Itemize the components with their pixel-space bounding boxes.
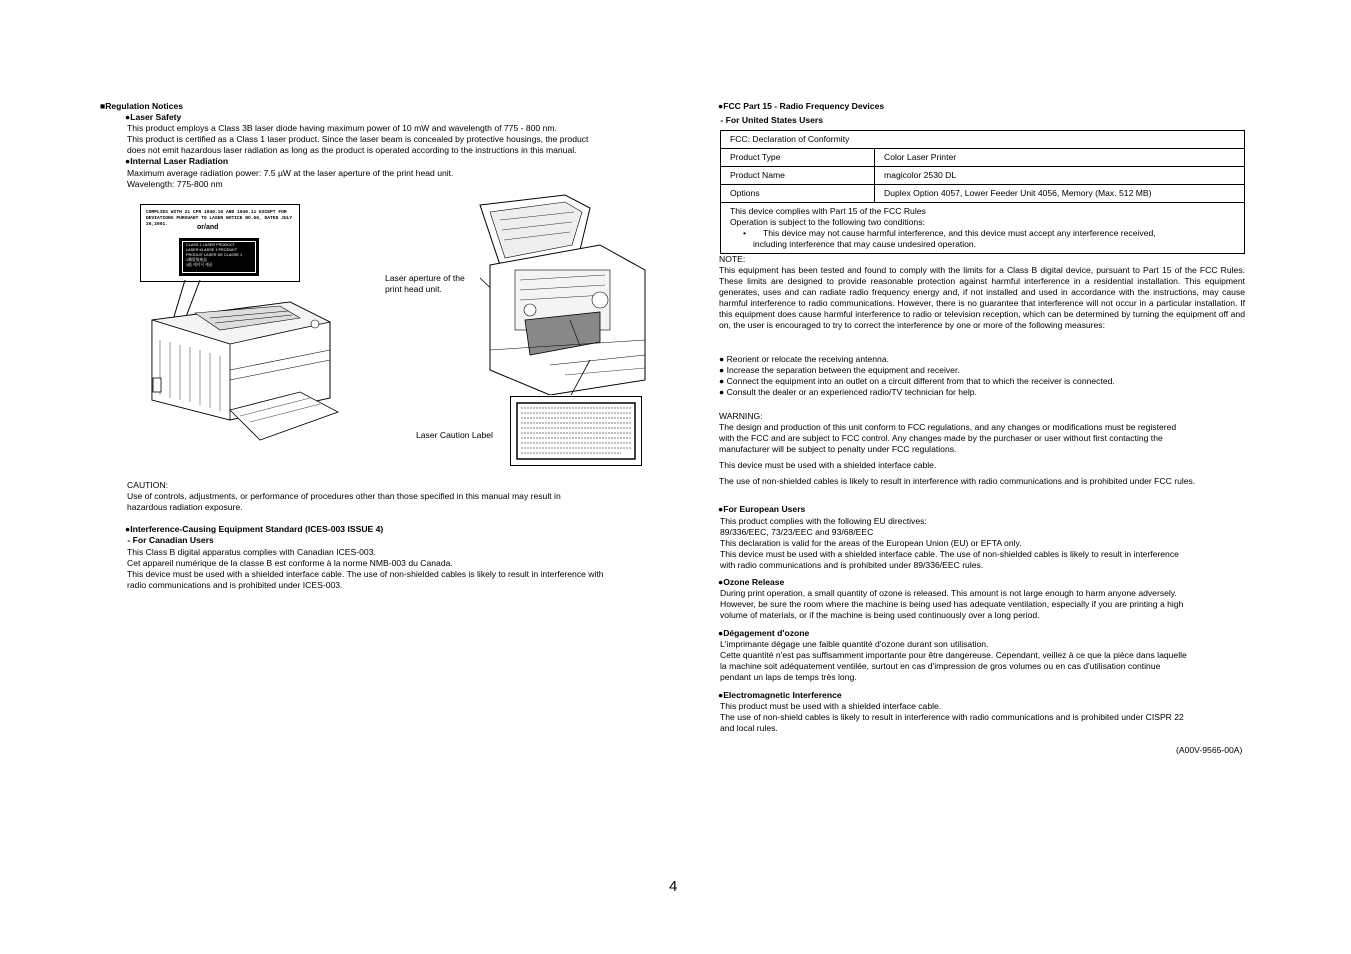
warning-block: WARNING: The design and production of this unit conform to FCC regulations, and any changes or modifications must be registered with the FCC and are subject to FCC control. Any changes made by the purchaser or user without first contacting the manufacturer will be subject to penalty under FCC regulations. [719, 411, 1245, 455]
caution-block: CAUTION: Use of controls, adjustments, or performance of procedures other than those specified in this manual may result in hazardous radiation exposure. [127, 480, 687, 513]
table-row: Options Duplex Option 4057, Lower Feeder Unit 4056, Memory (Max. 512 MB) [721, 185, 1245, 203]
us-users-heading: - For United States Users [718, 115, 824, 125]
printer-illustration-open [470, 190, 655, 395]
document-code: (A00V-9565-00A) [1176, 745, 1243, 755]
laser-safety-text: This product employs a Class 3B laser diode having maximum power of 10 mW and wavelength of 775 - 800 nm. This product is certified as a Class 1 laser product. Since the laser beam is concealed by protective housings, the product does not emit hazardous laser radiation as long as the product is operated according to the instructions in this manual. [127, 123, 589, 155]
list-item: ● Increase the separation between the equipment and receiver. [719, 365, 960, 375]
european-users-text: This product complies with the following EU directives: 89/336/EEC, 73/23/EEC and 93/68/EEC This declaration is valid for the areas of the European Union (EU) or EFTA only. This device must be used with a shielded interface cable. The use of non-shielded cables is likely to result in interference with radio communications and is prohibited under 89/336/EEC rules. [720, 516, 1179, 570]
list-item: ● Reorient or relocate the receiving antenna. [719, 354, 890, 364]
caution-label-graphic [511, 397, 641, 465]
shielded-cable-text: This device must be used with a shielded interface cable. [719, 460, 937, 470]
class1-label: CLASS 1 LASER PRODUCT LASER KLASSE 1 PRODUKT PRODUIT LASER DE CLASSE 1 1類雷射產品 1級 레이저 제품 [179, 238, 259, 276]
laser-caution-label-callout [510, 396, 642, 466]
canadian-users-heading: - For Canadian Users [125, 535, 214, 545]
regulation-notices-heading: ■Regulation Notices [100, 101, 184, 111]
laser-safety-heading: ●Laser Safety [125, 112, 182, 122]
page-number: 4 [669, 878, 678, 895]
fcc-table-title: FCC: Declaration of Conformity [721, 131, 1245, 149]
note-bullets [719, 354, 1245, 398]
nonshielded-cable-text: The use of non-shielded cables is likely to result in interference with radio communications and is prohibited under FCC rules. [719, 476, 1196, 486]
ozone-heading: ●Ozone Release [718, 577, 785, 587]
or-and-label: or/and [197, 224, 219, 231]
list-item: ● Connect the equipment into an outlet on a circuit different from that to which the receiver is connected. [719, 376, 1115, 386]
fcc-heading: ●FCC Part 15 - Radio Frequency Devices [718, 101, 885, 111]
fcc-compliance-cell: This device complies with Part 15 of the FCC Rules Operation is subject to the following two conditions: • This device may not cause harmful interference, and this device must accept any interference received, including interference that may cause undesired operation. [721, 203, 1245, 254]
note-heading: NOTE: [719, 254, 746, 264]
caution-heading: CAUTION: [127, 480, 169, 490]
fcc-declaration-table [720, 130, 1245, 254]
certification-label-callout [140, 204, 300, 282]
emi-heading: ●Electromagnetic Interference [718, 690, 842, 700]
ices-text: This Class B digital apparatus complies with Canadian ICES-003. Cet appareil numérique de la classe B est conforme à la norme NMB-003 du Canada. This device must be used with a shielded interface cable. The use of non-shielded cables is likely to result in interference with radio communications and is prohibited under ICES-003. [127, 547, 604, 590]
ozone-text: During print operation, a small quantity of ozone is released. This amount is not large enough to harm anyone adversely. However, be sure the room where the machine is being used has adequate ventilation, especially if you are printing a high volume of materials, or if the machine is being used continuously over a long period. [720, 588, 1184, 620]
ices-heading: ●Interference-Causing Equipment Standard (ICES-003 ISSUE 4) [125, 524, 384, 534]
emi-text: This product must be used with a shielded interface cable. The use of non-shield cables is likely to result in interference with radio communications and is prohibited under CISPR 22 and local rules. [720, 701, 1184, 733]
table-row: Product Name magicolor 2530 DL [721, 167, 1245, 185]
list-item: • This device may not cause harmful interference, and this device must accept any interference received, [753, 228, 1235, 239]
degagement-heading: ●Dégagement d'ozone [718, 628, 810, 638]
printer-illustration-closed [140, 280, 345, 450]
note-block: NOTE: This equipment has been tested and found to comply with the limits for a Class B digital device, pursuant to Part 15 of the FCC Rules. These limits are designed to provide reasonable protection against harmful interference in a residential installation. This equipment generates, uses and can radiate radio frequency energy and, if not installed and used in accordance with the instructions, may cause harmful interference to radio communications. However, there is no guarantee that interference will not occur in a particular installation. If this equipment does cause harmful interference to radio or television reception, which can be determined by turning the equipment off and on, the user is encouraged to try to correct the interference by one or more of the following measures: [719, 254, 1245, 330]
certification-text: COMPLIES WITH 21 CFR 1040.10 AND 1040.11 EXCEPT FOR DEVIATIONS PURSUANT TO LASER NOTICE NO.50, DATED JULY 26,2001. [146, 210, 293, 227]
laser-caution-label-caption: Laser Caution Label [416, 430, 493, 440]
table-row: Product Type Color Laser Printer [721, 149, 1245, 167]
list-item: ● Consult the dealer or an experienced radio/TV technician for help. [719, 387, 977, 397]
internal-laser-heading: ●Internal Laser Radiation [125, 156, 229, 166]
degagement-text: L'imprimante dégage une faible quantité d'ozone durant son utilisation. Cette quantité n'est pas suffisamment importante pour être dangereuse. Cependant, veillez à ce que la pièce dans laquelle la machine soit adéquatement ventilée, surtout en cas d'impression de gros volumes ou en cas d'utilisation continue pendant un laps de temps très long. [720, 639, 1187, 682]
aperture-caption: Laser aperture of the print head unit. [385, 273, 465, 294]
european-users-heading: ●For European Users [718, 504, 806, 514]
warning-heading: WARNING: [719, 411, 763, 421]
internal-laser-text: Maximum average radiation power: 7.5 µW at the laser aperture of the print head unit. Wavelength: 775-800 nm [127, 168, 454, 189]
